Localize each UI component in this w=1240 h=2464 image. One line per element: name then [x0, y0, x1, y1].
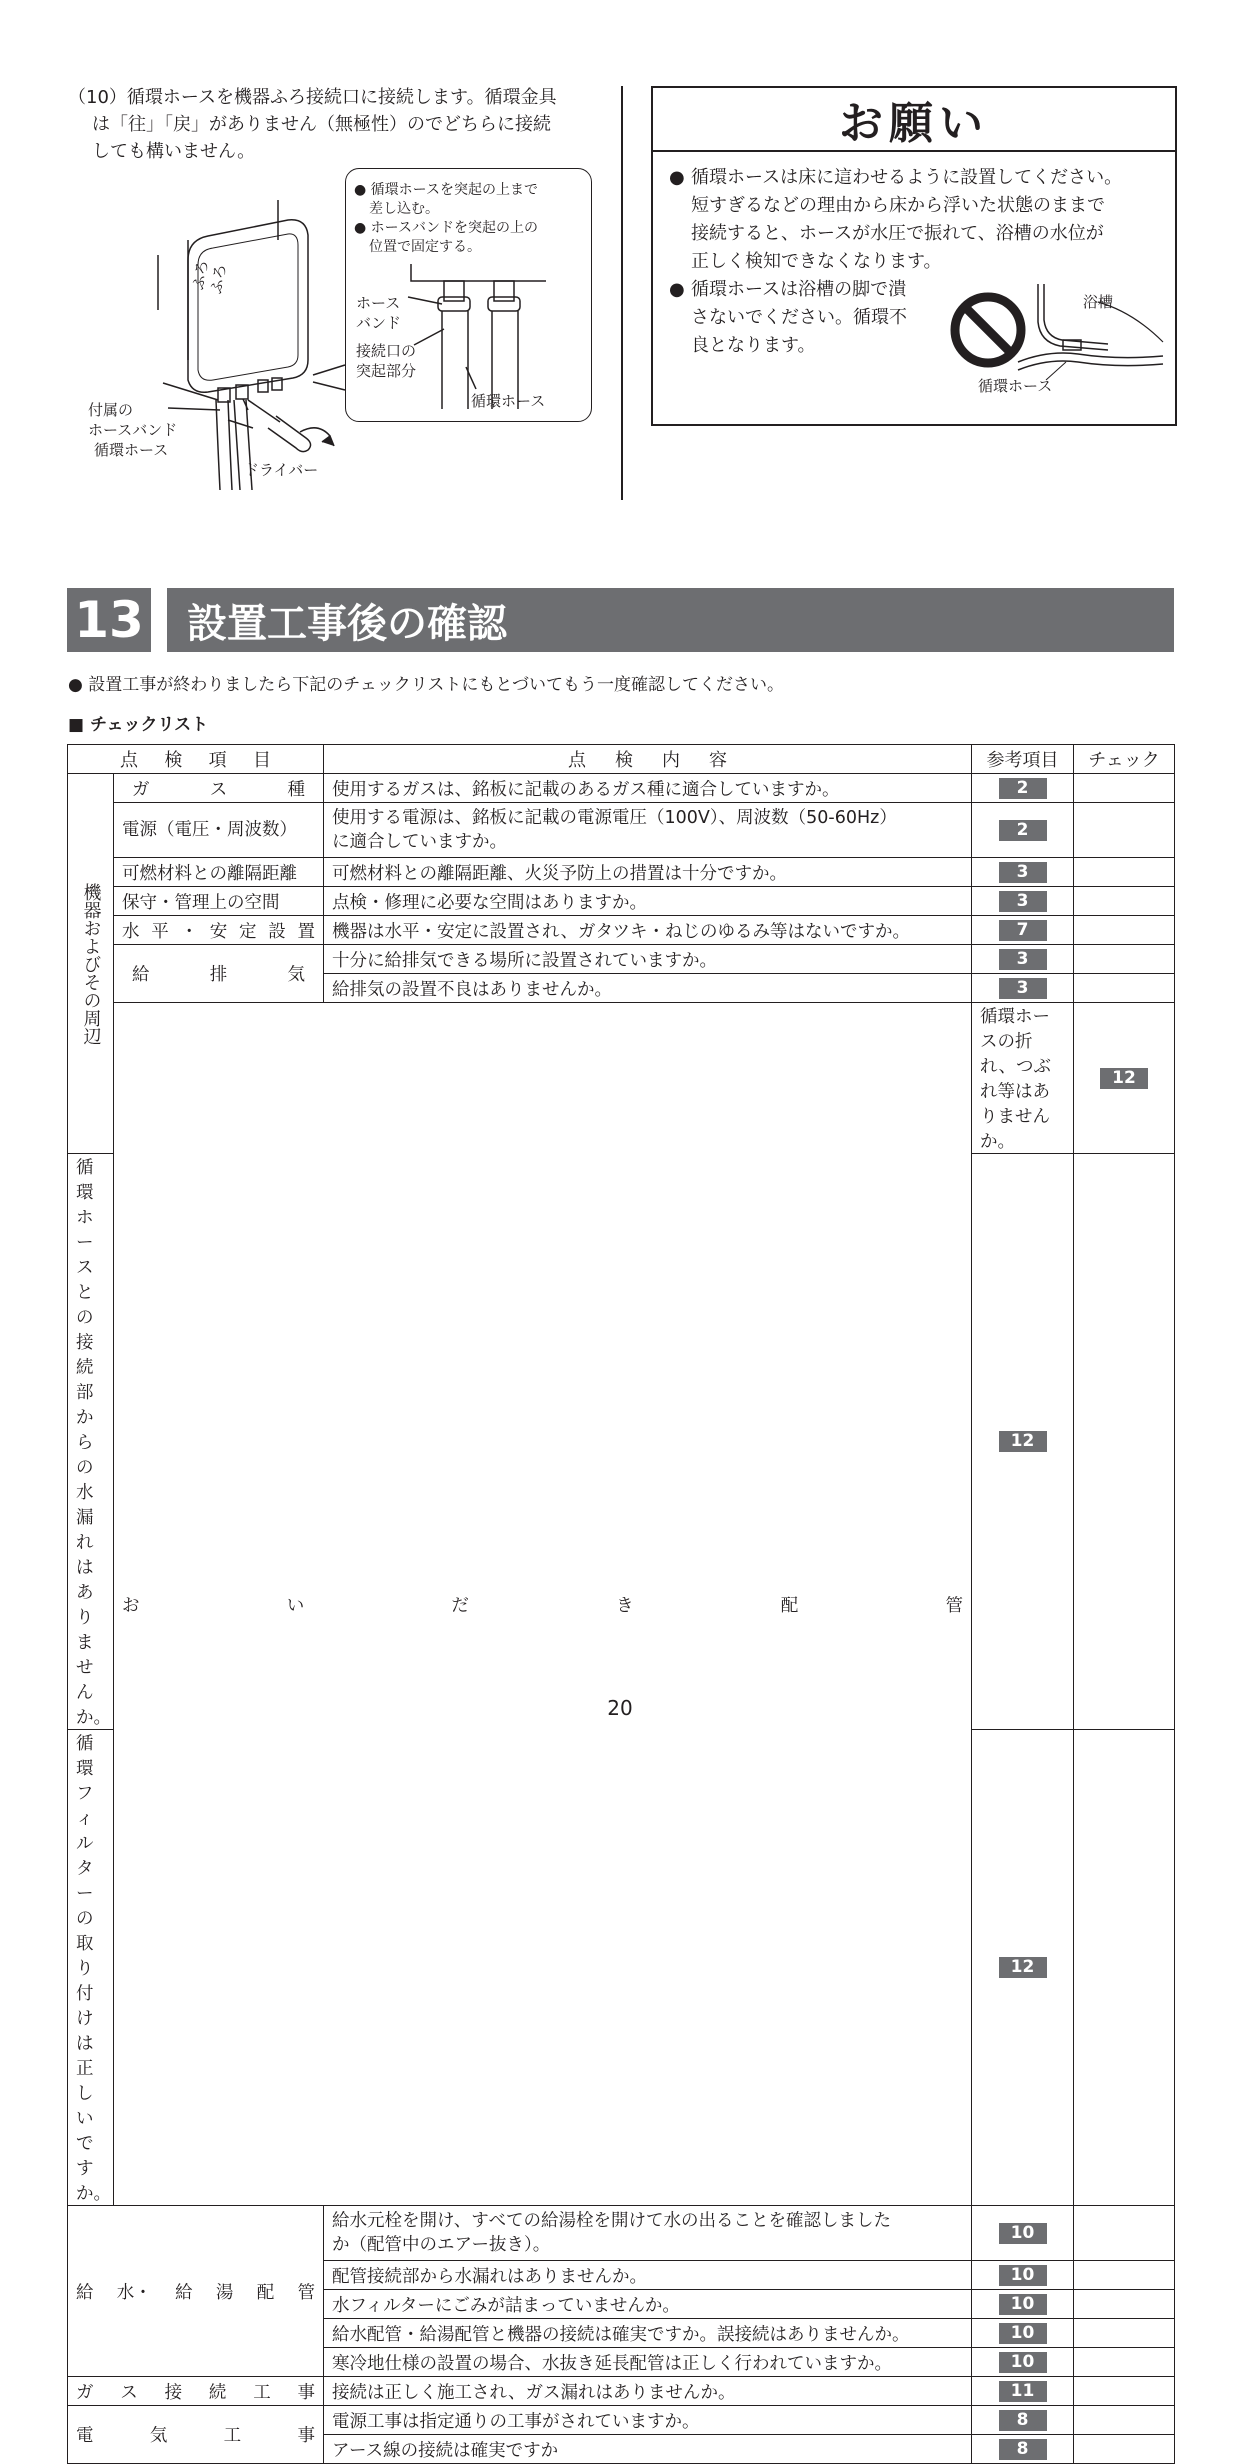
bathtub-drawing	[948, 282, 1168, 432]
ref-badge: 3	[999, 891, 1047, 912]
content-line-1: 使用する電源は、銘板に記載の電源電圧（100V）、周波数（50-60Hz）	[332, 808, 897, 828]
step-line-1: 循環ホースを機器ふろ接続口に接続します。循環金具	[126, 87, 557, 108]
instruction-2-line-2: 位置で固定する。	[369, 239, 481, 255]
ref-cell	[972, 1730, 1074, 2206]
check-cell[interactable]	[1074, 945, 1175, 974]
item-char: 工	[223, 2426, 242, 2446]
table-header-row	[68, 745, 1175, 774]
content-cell: アース線の接続は確実ですか	[324, 2435, 972, 2464]
checklist-table	[67, 744, 1175, 2464]
ref-cell	[972, 974, 1074, 1003]
table-row	[68, 1003, 1175, 1154]
item-char: 電	[76, 2426, 94, 2446]
attached-label-1: 付属の	[88, 401, 134, 419]
hose-band-label	[356, 293, 401, 333]
item-char: 気	[287, 965, 305, 985]
ref-badge: 2	[999, 820, 1047, 841]
request-box-body	[653, 152, 1175, 395]
item-char: 湯	[215, 2282, 234, 2303]
ref-cell	[972, 858, 1074, 887]
hdr-char: 点	[568, 750, 586, 771]
ref-badge: 10	[999, 2352, 1047, 2373]
ref-cell	[972, 2206, 1074, 2261]
content-line-2: に適合していますか。	[332, 832, 507, 852]
request-box	[651, 86, 1177, 426]
table-row	[68, 945, 1175, 974]
item-char: 配	[780, 1595, 799, 1616]
header-ref: 参考項目	[972, 745, 1074, 774]
ref-badge: 8	[999, 2439, 1047, 2460]
item-cell	[114, 945, 324, 1003]
attached-hose-band-label	[88, 400, 177, 440]
hose-detail-box	[345, 168, 592, 422]
item-char: 水・	[116, 2282, 152, 2303]
ref-badge: 10	[999, 2294, 1047, 2315]
content-cell: 循環ホースとの接続部からの水漏れはありませんか。	[68, 1154, 114, 1730]
content-cell: 水フィルターにごみが詰まっていませんか。	[324, 2290, 972, 2319]
request-box-title: お願い	[839, 98, 989, 149]
content-cell: 十分に給排気できる場所に設置されていますか。	[324, 945, 972, 974]
section-intro: ● 設置工事が終わりましたら下記のチェックリストにもとづいてもう一度確認してください。	[68, 675, 785, 695]
table-row	[68, 887, 1175, 916]
content-cell: 循環ホースの折れ、つぶれ等はありませんか。	[972, 1003, 1074, 1154]
check-cell[interactable]	[1074, 974, 1175, 1003]
detail-hose-label: 循環ホース	[471, 392, 546, 410]
ref-badge: 2	[999, 778, 1047, 799]
request-1-line-1: 循環ホースは床に這わせるように設置してください。	[691, 167, 1123, 188]
bullet-dot: ●	[669, 279, 685, 300]
table-row	[68, 858, 1175, 887]
item-char: 管	[945, 1595, 963, 1616]
check-cell[interactable]	[1074, 803, 1175, 858]
item-char: 給	[175, 2282, 193, 2303]
bathtub-figure	[948, 282, 1168, 432]
hdr-char: 内	[662, 750, 680, 771]
content-cell: 給排気の設置不良はありませんか。	[324, 974, 972, 1003]
protrusion-label	[356, 341, 416, 381]
step-number: （10）	[68, 87, 127, 108]
driver-label: ドライバー	[244, 461, 319, 479]
protrusion-line-2: 突起部分	[356, 362, 417, 380]
item-char: き	[616, 1595, 634, 1616]
content-cell: 電源工事は指定通りの工事がされていますか。	[324, 2406, 972, 2435]
item-char: ・	[180, 921, 198, 942]
ref-cell	[972, 803, 1074, 858]
hdr-char: 検	[615, 750, 633, 771]
tub-hose-label: 循環ホース	[978, 377, 1053, 395]
unit-label-2: ふろ	[206, 262, 230, 296]
item-char: 配	[256, 2282, 275, 2303]
category-equipment-label: 機器およびその周辺	[80, 882, 102, 1045]
ref-cell	[972, 2377, 1074, 2406]
protrusion-line-1: 接続口の	[356, 342, 417, 360]
table-row	[68, 2406, 1175, 2435]
ref-cell	[1074, 1003, 1175, 1154]
check-cell[interactable]	[1074, 1154, 1175, 1730]
content-cell: 使用するガスは、銘板に記載のあるガス種に適合していますか。	[324, 774, 972, 803]
hdr-char: 検	[164, 750, 183, 771]
attached-label-2: ホースバンド	[88, 421, 178, 439]
instruction-2-line-1: ● ホースバンドを突起の上の	[354, 220, 538, 236]
item-char: 定	[239, 921, 257, 942]
ref-cell	[972, 2261, 1074, 2290]
item-char: ス	[120, 2382, 138, 2403]
item-char: ガ	[76, 2382, 94, 2403]
item-char: 設	[268, 921, 286, 942]
check-cell[interactable]	[1074, 774, 1175, 803]
table-row	[68, 2206, 1175, 2261]
ref-badge: 10	[999, 2265, 1047, 2286]
hose-main-label: 循環ホース	[94, 441, 169, 459]
request-bullet-1	[669, 164, 1161, 276]
ref-badge: 10	[999, 2223, 1047, 2244]
tub-label: 浴槽	[1083, 293, 1114, 311]
section-title: 設置工事後の確認	[167, 588, 1174, 652]
item-char: 事	[297, 2426, 315, 2446]
item-char: 種	[287, 779, 305, 800]
request-1-line-3: 接続すると、ホースが水圧で振れて、浴槽の水位が	[691, 223, 1104, 244]
content-cell: 接続は正しく施工され、ガス漏れはありませんか。	[324, 2377, 972, 2406]
hdr-char: 項	[208, 750, 227, 771]
item-char: 工	[253, 2382, 271, 2403]
content-cell: 配管接続部から水漏れはありませんか。	[324, 2261, 972, 2290]
item-cell-reheat	[114, 1003, 972, 2206]
item-char: ス	[209, 779, 228, 800]
check-cell[interactable]	[1074, 1730, 1175, 2206]
ref-badge: 3	[999, 978, 1047, 999]
item-cell: 保守・管理上の空間	[114, 887, 324, 916]
step-line-3: しても構いません。	[92, 141, 256, 162]
page-number: 20	[607, 1696, 633, 1720]
unit-label-1: ふろ	[188, 258, 212, 292]
content-cell: 点検・修理に必要な空間はありますか。	[324, 887, 972, 916]
ref-badge: 12	[999, 1957, 1047, 1978]
item-cell: 電源（電圧・周波数）	[114, 803, 324, 858]
content-cell: 給水配管・給湯配管と機器の接続は確実ですか。誤接続はありませんか。	[324, 2319, 972, 2348]
item-char: だ	[451, 1595, 469, 1616]
column-divider	[621, 86, 623, 500]
item-cell: 可燃材料との離隔距離	[114, 858, 324, 887]
header-content	[324, 745, 972, 774]
item-cell-electrical	[68, 2406, 324, 2464]
request-1-line-4: 正しく検知できなくなります。	[691, 251, 942, 272]
item-char: お	[122, 1595, 140, 1616]
check-cell[interactable]	[1074, 887, 1175, 916]
item-char: 安	[209, 921, 228, 942]
check-cell[interactable]	[1074, 2319, 1175, 2348]
request-box-header	[653, 88, 1175, 152]
hdr-char: 目	[252, 750, 271, 771]
item-cell-gas-connection	[68, 2377, 324, 2406]
table-row	[68, 2377, 1175, 2406]
item-char: 管	[297, 2282, 315, 2303]
step-line-2: は「往」「戻」がありません（無極性）のでどちらに接続	[92, 114, 551, 135]
header-item	[68, 745, 324, 774]
ref-cell	[972, 2290, 1074, 2319]
bullet-dot: ●	[669, 167, 685, 188]
item-char: い	[286, 1595, 305, 1616]
hose-band-line-2: バンド	[356, 314, 402, 332]
header-check: チェック	[1074, 745, 1175, 774]
check-cell[interactable]	[1074, 2206, 1175, 2261]
item-char: ガ	[132, 779, 150, 800]
check-cell[interactable]	[1074, 2261, 1175, 2290]
ref-badge: 8	[999, 2410, 1047, 2431]
check-cell[interactable]	[1074, 2348, 1175, 2377]
ref-badge: 3	[999, 862, 1047, 883]
table-row	[68, 916, 1175, 945]
item-cell	[114, 916, 324, 945]
item-char: 接	[164, 2382, 183, 2403]
ref-cell	[972, 2435, 1074, 2464]
check-cell[interactable]	[1074, 2435, 1175, 2464]
hose-band-line-1: ホース	[356, 294, 401, 312]
check-cell[interactable]	[1074, 858, 1175, 887]
ref-badge: 7	[999, 920, 1047, 941]
item-cell-water	[68, 2206, 324, 2377]
check-cell[interactable]	[1074, 2406, 1175, 2435]
ref-cell	[972, 2348, 1074, 2377]
ref-cell	[972, 1154, 1074, 1730]
content-cell	[324, 803, 972, 858]
ref-cell	[972, 2406, 1074, 2435]
item-char: 置	[297, 921, 315, 942]
instruction-1-line-1: ● 循環ホースを突起の上まで	[354, 182, 538, 198]
item-char: 給	[132, 965, 150, 985]
detail-instructions	[354, 181, 538, 257]
hdr-char: 点	[120, 750, 138, 771]
check-cell[interactable]	[1074, 916, 1175, 945]
content-line-2: か（配管中のエアー抜き）。	[332, 2235, 551, 2255]
item-char: 気	[149, 2426, 168, 2446]
step-10-text	[68, 84, 598, 165]
request-2-line-1: 循環ホースは浴槽の脚で潰	[691, 279, 907, 300]
category-equipment	[68, 774, 114, 1154]
content-cell: 機器は水平・安定に設置され、ガタツキ・ねじのゆるみ等はないですか。	[324, 916, 972, 945]
item-char: 給	[76, 2282, 94, 2303]
ref-cell	[972, 945, 1074, 974]
ref-badge: 12	[1100, 1068, 1148, 1089]
item-char: 続	[208, 2382, 227, 2403]
checklist-label: ■ チェックリスト	[68, 715, 209, 735]
ref-cell	[972, 2319, 1074, 2348]
check-cell[interactable]	[1074, 2377, 1175, 2406]
content-cell	[324, 2206, 972, 2261]
check-cell[interactable]	[1074, 2290, 1175, 2319]
content-cell: 可燃材料との離隔距離、火災予防上の措置は十分ですか。	[324, 858, 972, 887]
ref-badge: 10	[999, 2323, 1047, 2344]
ref-cell	[972, 887, 1074, 916]
ref-badge: 3	[999, 949, 1047, 970]
request-2-line-3: 良となります。	[691, 335, 816, 356]
table-row	[68, 774, 1175, 803]
item-char: 平	[151, 921, 169, 942]
content-cell: 寒冷地仕様の設置の場合、水抜き延長配管は正しく行われていますか。	[324, 2348, 972, 2377]
content-cell: 循環フィルターの取り付けは正しいですか。	[68, 1730, 114, 2206]
request-1-line-2: 短すぎるなどの理由から床から浮いた状態のままで	[691, 195, 1105, 216]
hdr-char: 容	[709, 750, 727, 771]
item-char: 水	[122, 921, 140, 942]
ref-badge: 11	[999, 2381, 1047, 2402]
item-char: 事	[297, 2382, 315, 2403]
ref-badge: 12	[999, 1431, 1047, 1452]
content-line-1: 給水元栓を開け、すべての給湯栓を開けて水の出ることを確認しました	[332, 2211, 891, 2231]
item-cell	[114, 774, 324, 803]
ref-cell	[972, 774, 1074, 803]
table-row	[68, 803, 1175, 858]
section-number: 13	[67, 588, 151, 652]
instruction-1-line-2: 差し込む。	[369, 201, 439, 217]
ref-cell	[972, 916, 1074, 945]
request-2-line-2: さないでください。循環不	[691, 307, 907, 328]
item-char: 排	[209, 965, 228, 985]
